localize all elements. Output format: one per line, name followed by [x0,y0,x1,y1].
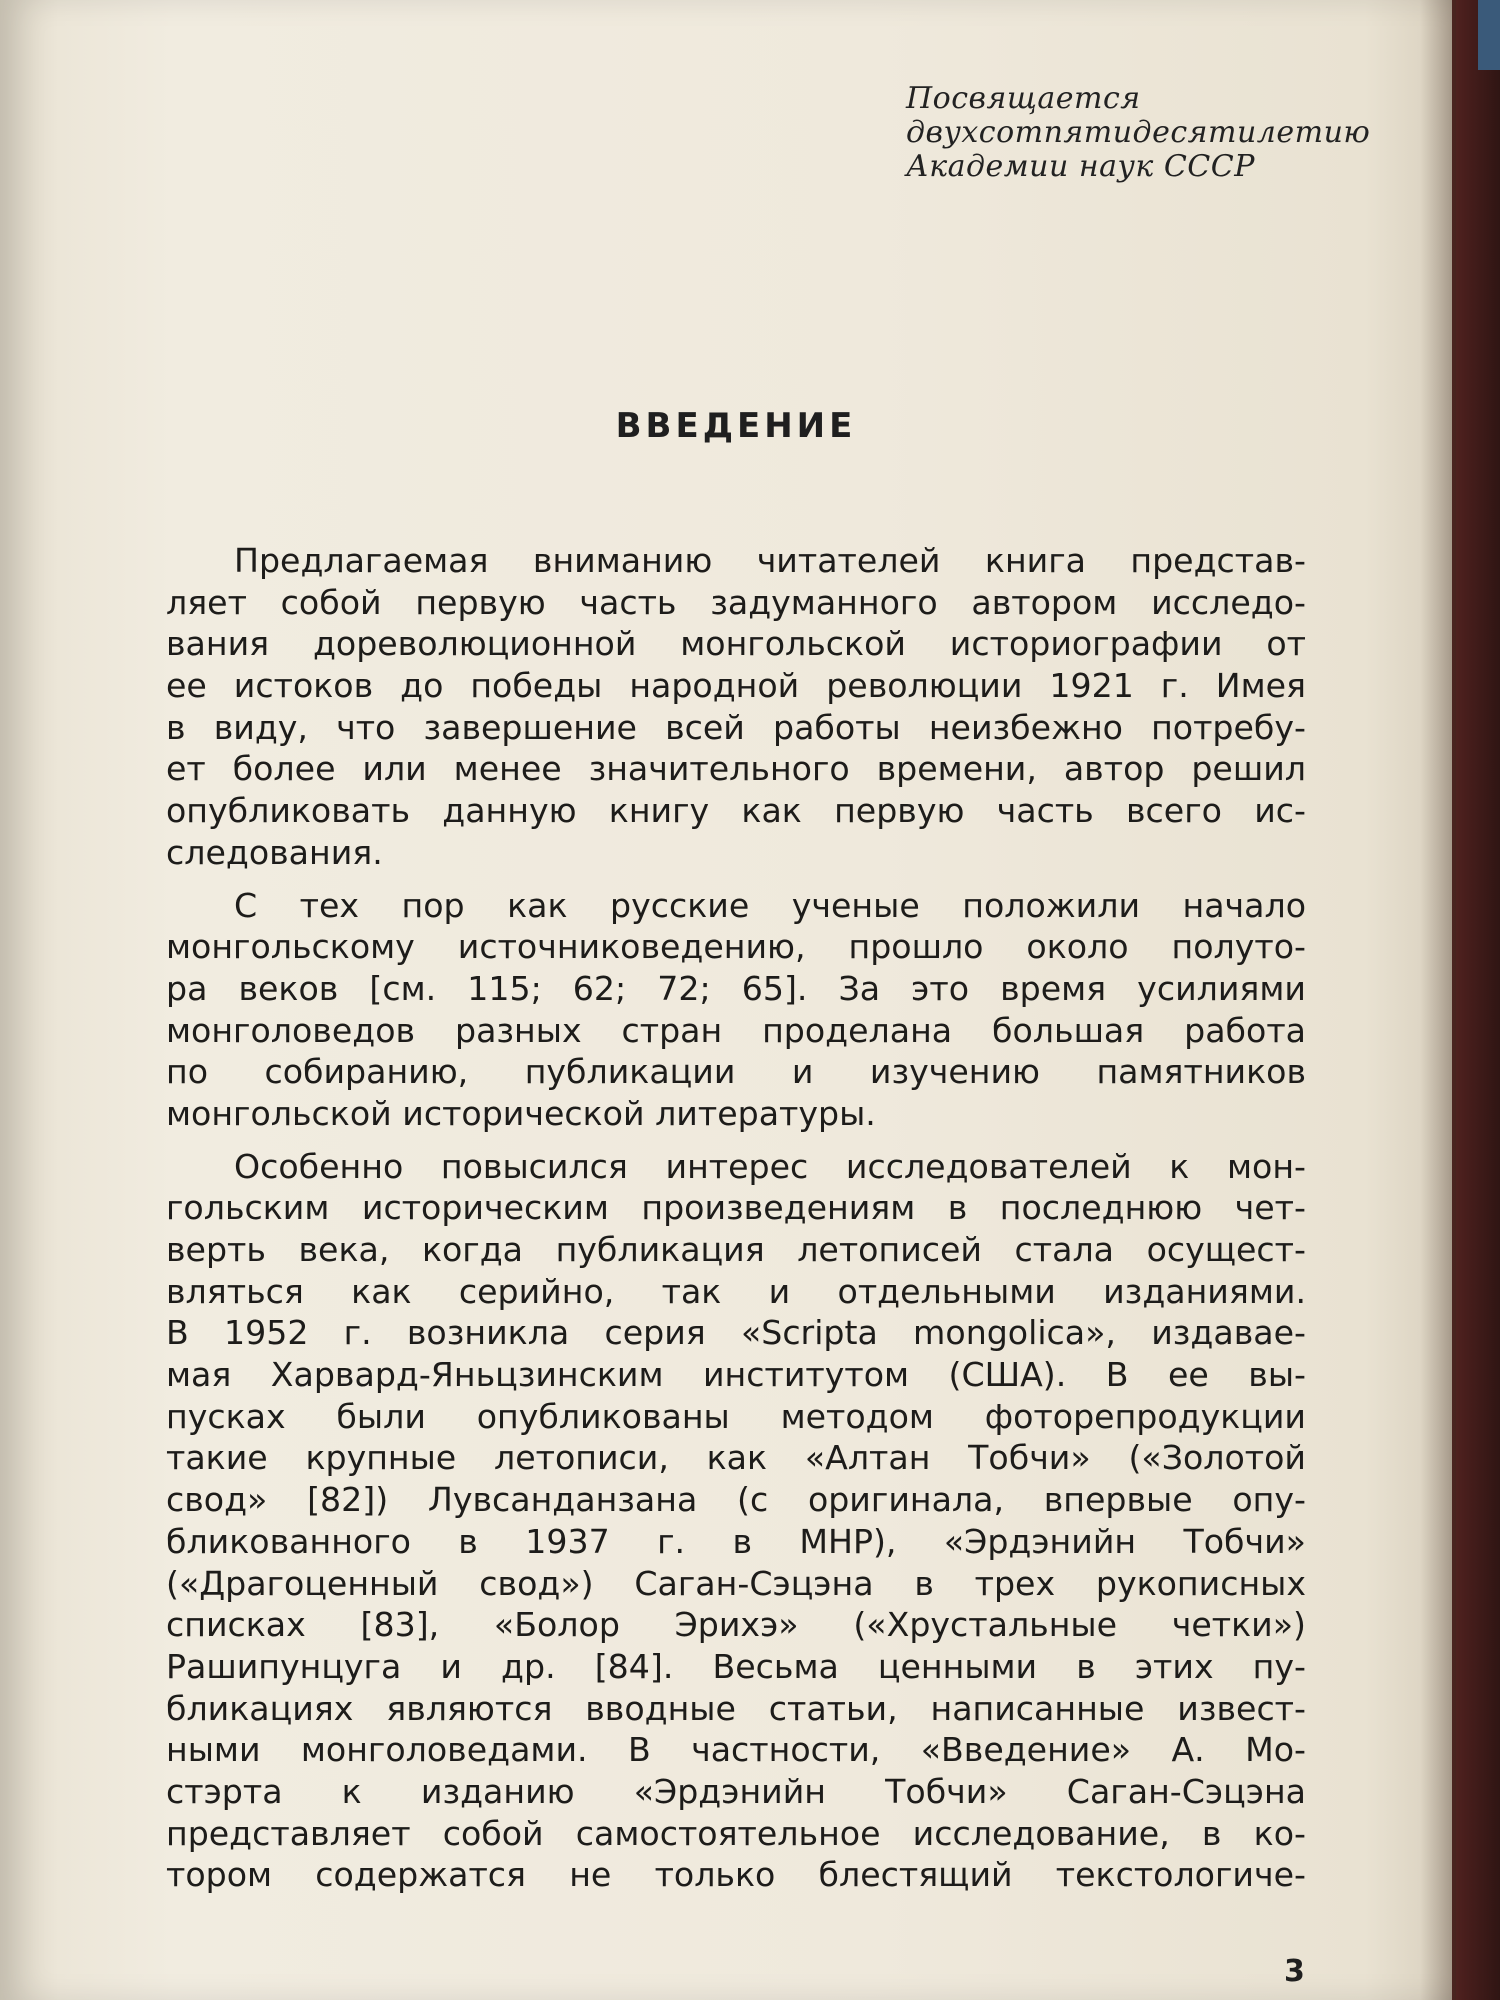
text-line: («Драгоценный свод») Саган-Сэцэна в трех рукописных [166,1563,1306,1603]
text-line: ными монголоведами. В частности, «Введение» А. Мо- [166,1730,1306,1770]
text-line: по собиранию, публикации и изучению памятников [166,1052,1306,1092]
text-line: тором содержатся не только блестящий текстологиче- [166,1855,1306,1895]
text-line: бликациях являются вводные статьи, написанные извест- [166,1688,1306,1728]
text-line: верть века, когда публикация летописей стала осущест- [166,1230,1306,1269]
text-line: в виду, что завершение всей работы неизбежно потребу- [166,707,1306,747]
text-line: монголоведов разных стран проделана большая работа [166,1010,1306,1050]
paragraph [166,540,1306,874]
text-line: мая Харвард-Яньцзинским институтом (США). В ее вы- [166,1355,1306,1395]
text-line: Особенно повысился интерес исследователей к мон- [234,1146,1306,1186]
paragraph [166,1146,1306,1896]
dedication-line: Академии наук СССР [906,149,1255,184]
cover-strip [1478,0,1500,70]
text-line: стэрта к изданию «Эрдэнийн Тобчи» Саган-Сэцэна [166,1771,1306,1811]
text-line: В 1952 г. возникла серия «Scripta mongolica», издавае- [166,1313,1306,1353]
text-line: С тех пор как русские ученые положили начало [234,885,1306,925]
text-line: гольским историческим произведениям в последнюю чет- [166,1188,1306,1228]
page-number: 3 [1284,1954,1305,1989]
text-line: представляет собой самостоятельное исследование, в ко- [166,1813,1306,1853]
text-line: вляться как серийно, так и отдельными изданиями. [166,1271,1306,1311]
dedication-line: Посвящается [906,81,1141,116]
text-line: ра веков [см. 115; 62; 72; 65]. За это время усилиями [166,968,1306,1008]
body-text [166,540,1306,1896]
text-line: пусках были опубликованы методом фоторепродукции [166,1396,1306,1436]
chapter-heading: ВВЕДЕНИЕ [615,406,857,446]
dedication-line: двухсотпятидесятилетию [906,115,1371,150]
dedication [906,81,1371,184]
text-line: бликованного в 1937 г. в МНР), «Эрдэнийн Тобчи» [166,1521,1306,1561]
text-line: ляет собой первую часть задуманного автором исследо- [166,582,1306,622]
text-line: опубликовать данную книгу как первую часть всего ис- [166,791,1306,831]
text-line: монгольской исторической литературы. [166,1093,876,1133]
text-line: монгольскому источниковедению, прошло около полуто- [166,927,1306,967]
text-line: списках [83], «Болор Эрихэ» («Хрустальные четки») [166,1605,1306,1645]
page-edge-shadow [1420,0,1456,2000]
text-line: свод» [82]) Лувсанданзана (с оригинала, впервые опу- [166,1480,1306,1520]
text-area [166,0,1371,2000]
text-line: такие крупные летописи, как «Алтан Тобчи» («Золотой [166,1438,1306,1478]
text-line: следования. [166,832,383,872]
paragraph [166,885,1306,1135]
text-line: Рашипунцуга и др. [84]. Весьма ценными в этих пу- [166,1646,1306,1686]
text-line: Предлагаемая вниманию читателей книга представ- [234,541,1306,580]
text-line: ет более или менее значительного времени, автор решил [166,749,1306,789]
text-line: ее истоков до победы народной революции 1921 г. Имея [166,666,1306,706]
text-line: вания дореволюционной монгольской историографии от [166,624,1306,664]
